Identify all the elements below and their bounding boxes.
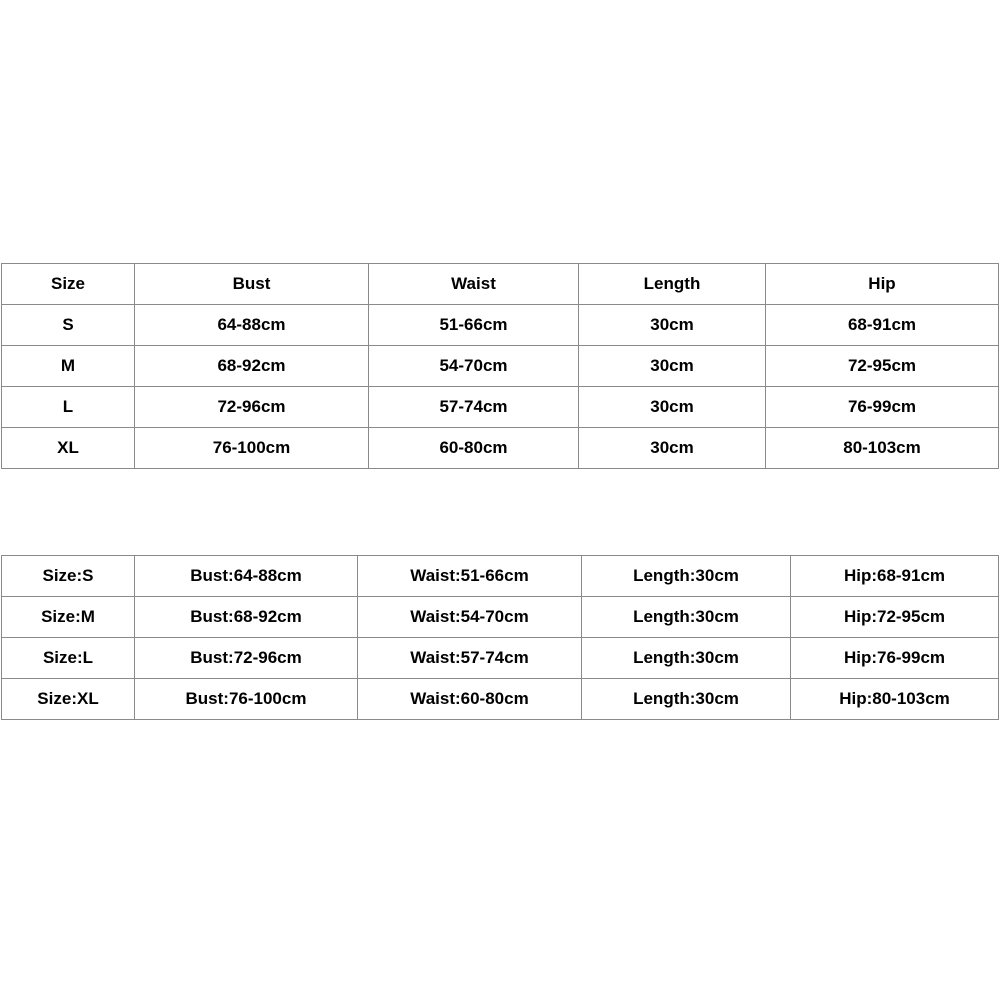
cell-waist: Waist:60-80cm	[358, 679, 582, 720]
header-bust: Bust	[135, 264, 369, 305]
table-header-row	[2, 264, 999, 305]
cell-size: Size:XL	[2, 679, 135, 720]
cell-waist: Waist:51-66cm	[358, 556, 582, 597]
cell-waist: Waist:57-74cm	[358, 638, 582, 679]
cell-size: Size:S	[2, 556, 135, 597]
size-detail-table	[1, 555, 999, 720]
cell-waist: 60-80cm	[369, 428, 579, 469]
cell-hip: 72-95cm	[766, 346, 999, 387]
cell-waist: 51-66cm	[369, 305, 579, 346]
table-row	[2, 638, 999, 679]
header-length: Length	[579, 264, 766, 305]
cell-size: XL	[2, 428, 135, 469]
header-waist: Waist	[369, 264, 579, 305]
cell-hip: Hip:80-103cm	[791, 679, 999, 720]
cell-length: Length:30cm	[582, 556, 791, 597]
cell-hip: 76-99cm	[766, 387, 999, 428]
table-row	[2, 597, 999, 638]
cell-bust: Bust:68-92cm	[135, 597, 358, 638]
table-row	[2, 556, 999, 597]
cell-length: 30cm	[579, 305, 766, 346]
cell-bust: 72-96cm	[135, 387, 369, 428]
size-chart-table	[1, 263, 999, 469]
cell-size: S	[2, 305, 135, 346]
cell-hip: Hip:68-91cm	[791, 556, 999, 597]
cell-waist: 54-70cm	[369, 346, 579, 387]
cell-bust: 64-88cm	[135, 305, 369, 346]
cell-hip: Hip:76-99cm	[791, 638, 999, 679]
cell-length: 30cm	[579, 346, 766, 387]
cell-size: L	[2, 387, 135, 428]
table-row	[2, 679, 999, 720]
cell-length: Length:30cm	[582, 597, 791, 638]
cell-length: Length:30cm	[582, 638, 791, 679]
cell-hip: 80-103cm	[766, 428, 999, 469]
header-size: Size	[2, 264, 135, 305]
cell-waist: 57-74cm	[369, 387, 579, 428]
cell-bust: Bust:76-100cm	[135, 679, 358, 720]
cell-length: 30cm	[579, 387, 766, 428]
cell-size: M	[2, 346, 135, 387]
cell-hip: 68-91cm	[766, 305, 999, 346]
header-hip: Hip	[766, 264, 999, 305]
cell-bust: 76-100cm	[135, 428, 369, 469]
table-row	[2, 428, 999, 469]
cell-waist: Waist:54-70cm	[358, 597, 582, 638]
cell-size: Size:L	[2, 638, 135, 679]
cell-bust: Bust:72-96cm	[135, 638, 358, 679]
cell-length: Length:30cm	[582, 679, 791, 720]
cell-bust: Bust:64-88cm	[135, 556, 358, 597]
table-row	[2, 387, 999, 428]
table-row	[2, 346, 999, 387]
cell-size: Size:M	[2, 597, 135, 638]
cell-bust: 68-92cm	[135, 346, 369, 387]
table-row	[2, 305, 999, 346]
cell-hip: Hip:72-95cm	[791, 597, 999, 638]
cell-length: 30cm	[579, 428, 766, 469]
